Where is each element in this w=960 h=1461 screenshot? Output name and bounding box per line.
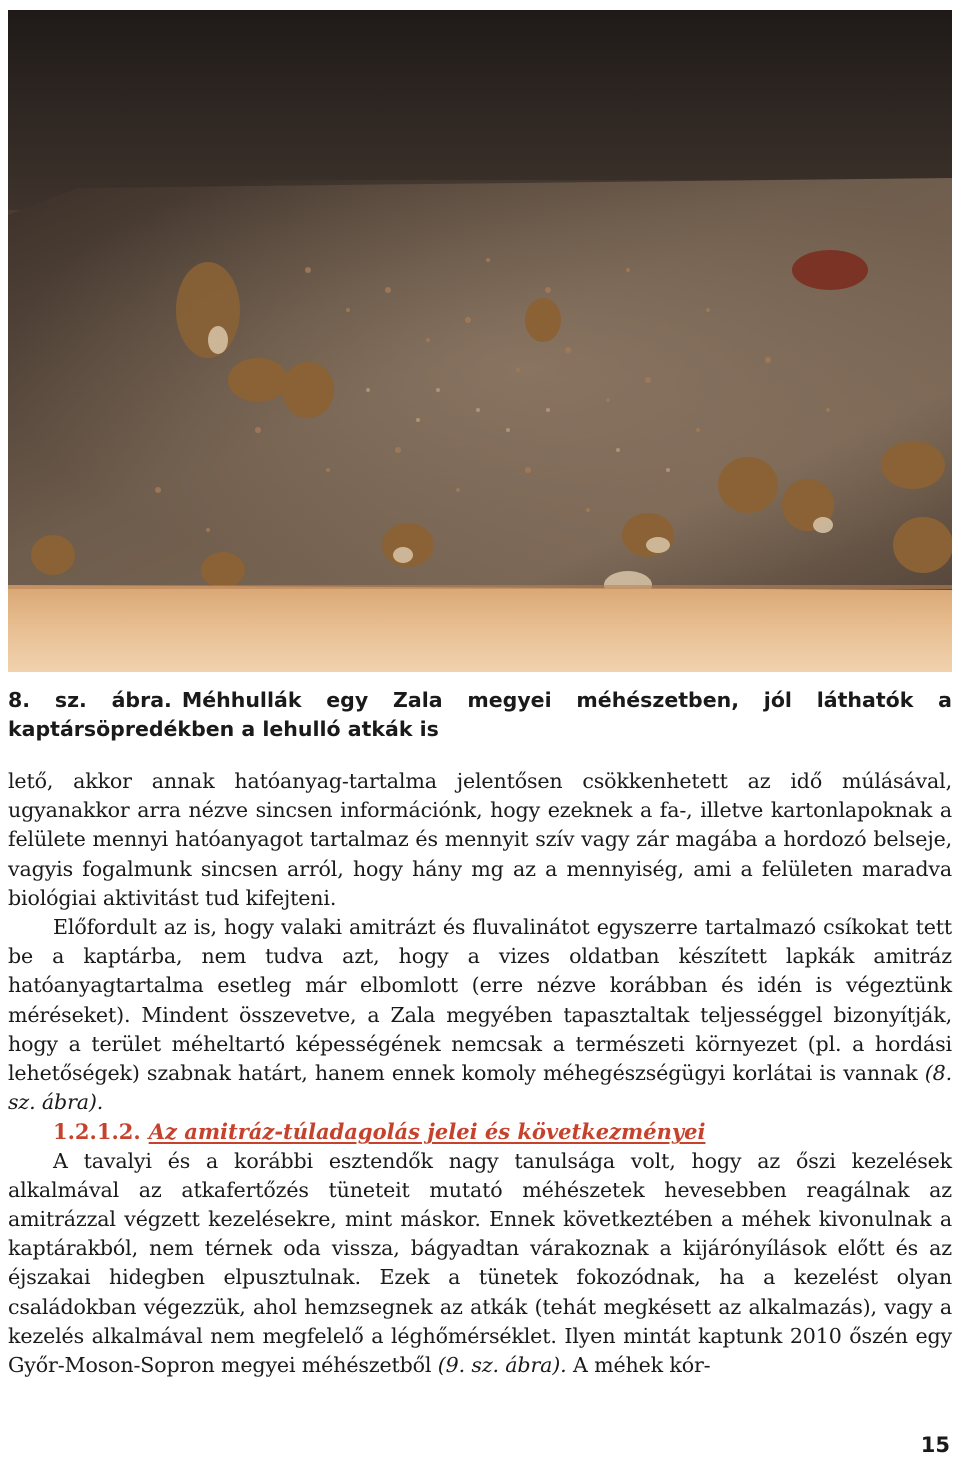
paragraph-2 xyxy=(8,913,952,1117)
paragraph-3-figure-ref: (9. sz. ábra). xyxy=(437,1353,567,1378)
paragraph-3-text: A tavalyi és a korábbi esztendők nagy tanulsága volt, hogy az őszi kezelések alkalmával az atkafertőzés tüneteit mutató méhészetek hevesebben reagálnak az amitrázzal végzett kezelésekre, mint máskor. Ennek következtében a méhek kivonulnak a kaptárakból, nem térnek oda vissza, bágyadtan várakoznak a kijárónyílások előtt és az éjszakai hidegben elpusztulnak. Ezek a tünetek fokozódnak, ha a kezelést olyan családokban végezzük, ahol hemzsegnek az atkák (tehát megkésett az alkalmazás), vagy a kezelés alkalmával nem megfelelő a léghőmérséklet. Ilyen mintát kaptunk 2010 őszén egy Győr-Moson-Sopron megyei méhészetből xyxy=(8,1148,952,1378)
hive-debris-photo xyxy=(8,10,952,672)
section-number: 1.2.1.2. xyxy=(53,1119,141,1145)
paragraph-1: lető, akkor annak hatóanyag-tartalma jelentősen csökkenhetett az idő múlásával, ugyanakkor arra nézve sincsen információnk, hogy ezeknek a fa-, illetve kartonlapoknak a felülete mennyi hatóanyagot tartalmaz és mennyit szív vagy zár magába a hordozó belseje, vagyis fogalmunk sincsen arról, hogy hány mg az a mennyiség, ami a felületen maradva biológiai aktivitást tud kifejteni. xyxy=(8,769,952,910)
caption-label: 8. sz. ábra. xyxy=(8,688,172,712)
paragraph-3-end: A méhek kór- xyxy=(566,1353,711,1378)
section-heading xyxy=(8,1117,952,1146)
figure-photo xyxy=(8,10,952,672)
section-title: Az amitráz-túladagolás jelei és következményei xyxy=(148,1119,706,1145)
page-number: 15 xyxy=(920,1433,950,1457)
paragraph-2-text: Előfordult az is, hogy valaki amitrázt és fluvalinátot egyszerre tartalmazó csíkokat tett be a kaptárba, nem tudva azt, hogy a vizes oldatban készített lapkák amitráz hatóanyagtartalma esetleg már elbomlott (erre nézve korábban és idén is végeztünk méréseket). Mindent összevetve, a Zala megyében tapasztaltak teljességgel bizonyítják, hogy a terület méheltartó képességének nemcsak a természeti környezet (pl. a hordási lehetőségek) szabnak határt, hanem ennek komoly méhegészségügyi korlátai is vannak xyxy=(8,915,952,1086)
body-text xyxy=(8,767,952,1380)
figure-caption xyxy=(8,686,952,744)
caption-text: Méhhullák egy Zala megyei méhészetben, jól láthatók a kaptársöpredékben a lehulló atkák is xyxy=(8,688,952,741)
paragraph-3 xyxy=(8,1147,952,1381)
paragraph-2-figure-ref: (8. sz. ábra). xyxy=(8,1061,952,1115)
